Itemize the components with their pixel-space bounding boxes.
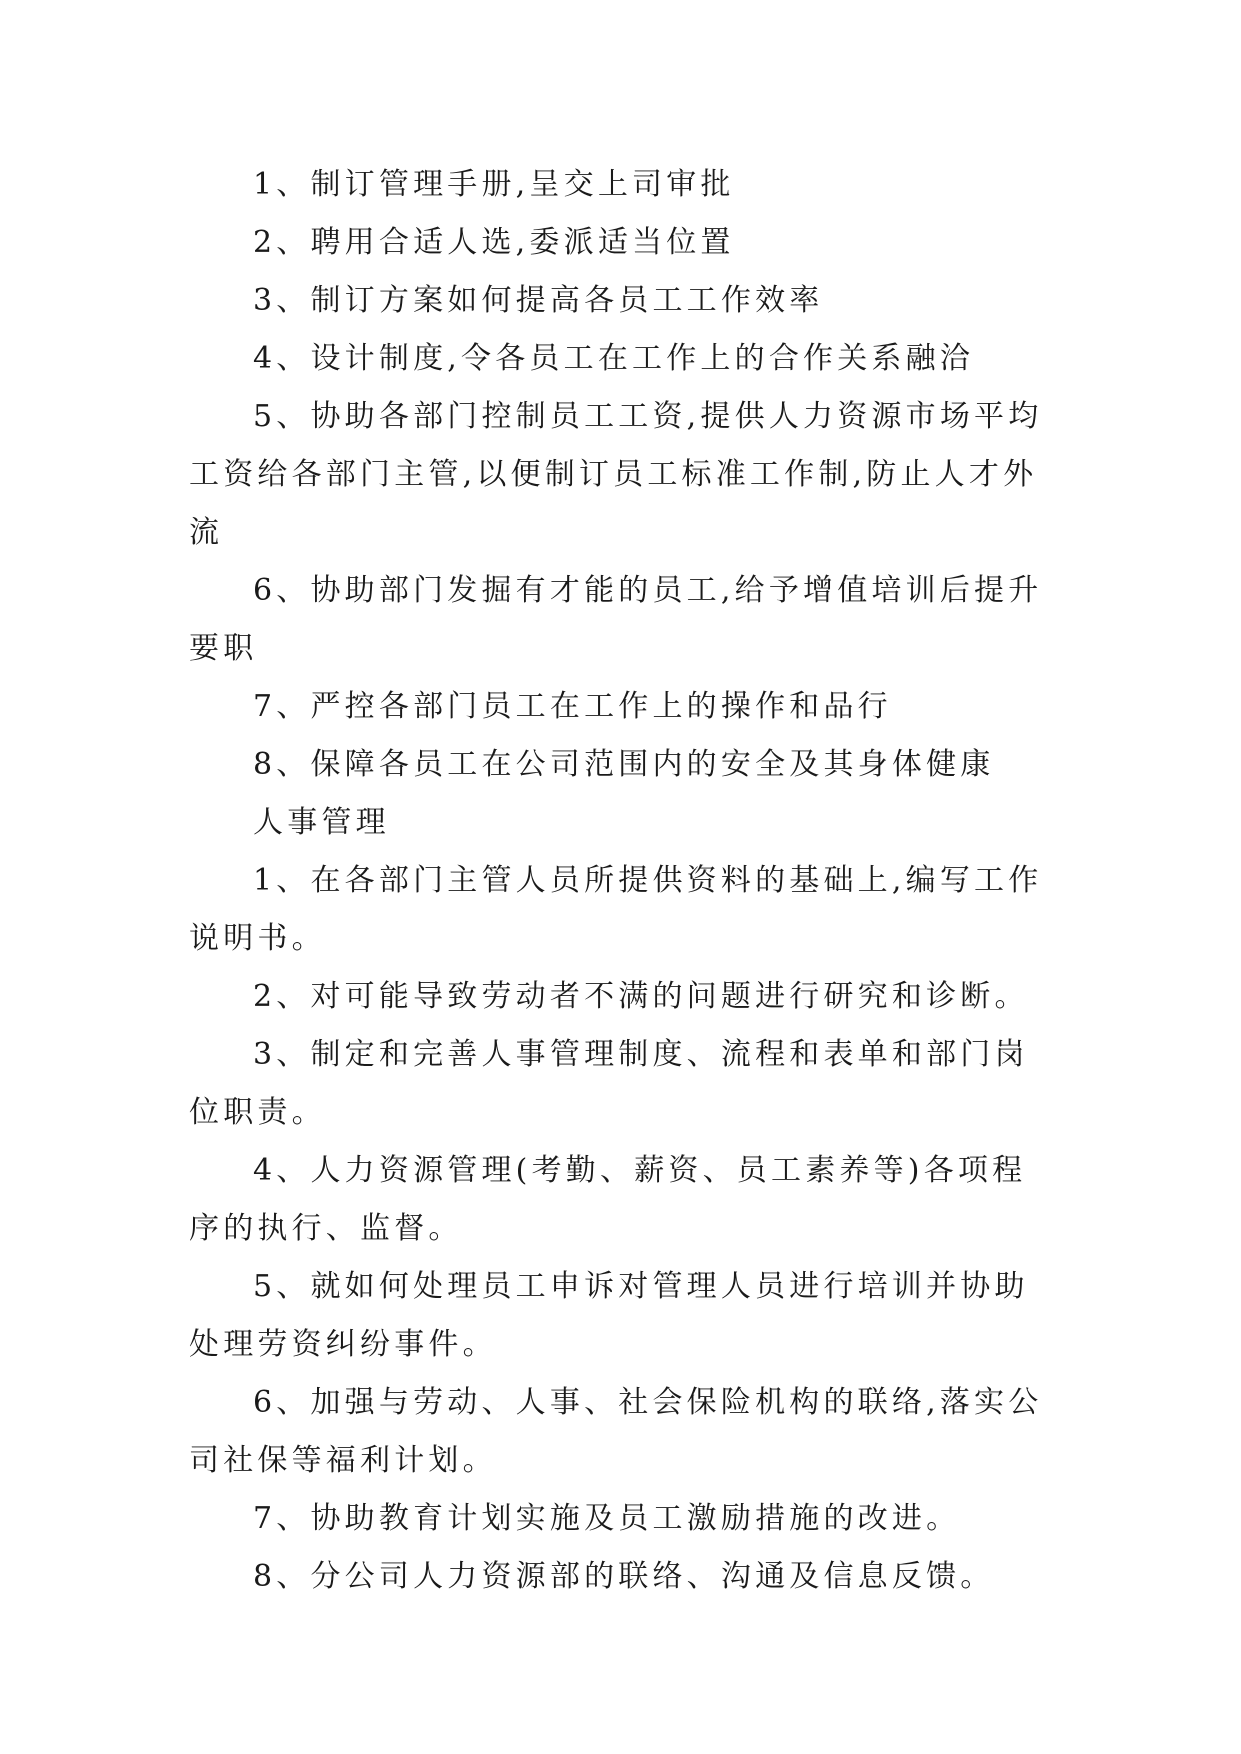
list-item: 8、保障各员工在公司范围内的安全及其身体健康 (253, 747, 995, 782)
list-item: 5、协助各部门控制员工工资,提供人力资源市场平均工资给各部门主管,以便制订员工标准工作制,防止人才外流 (189, 399, 1043, 550)
list-item: 2、对可能导致劳动者不满的问题进行研究和诊断。 (253, 979, 1029, 1014)
list-item: 1、在各部门主管人员所提供资料的基础上,编写工作说明书。 (189, 863, 1043, 956)
list-item: 1、制订管理手册,呈交上司审批 (253, 167, 735, 202)
document-body (189, 156, 1051, 1606)
section-heading: 人事管理 (253, 805, 390, 840)
list-item: 3、制定和完善人事管理制度、流程和表单和部门岗位职责。 (189, 1037, 1029, 1130)
list-item: 4、人力资源管理(考勤、薪资、员工素养等)各项程序的执行、监督。 (189, 1153, 1027, 1246)
list-item: 4、设计制度,令各员工在工作上的合作关系融洽 (253, 341, 975, 376)
list-item: 2、聘用合适人选,委派适当位置 (253, 225, 735, 260)
list-item: 8、分公司人力资源部的联络、沟通及信息反馈。 (253, 1559, 995, 1594)
list-item: 5、就如何处理员工申诉对管理人员进行培训并协助处理劳资纠纷事件。 (189, 1269, 1029, 1362)
list-item: 7、严控各部门员工在工作上的操作和品行 (253, 689, 892, 724)
list-item: 7、协助教育计划实施及员工激励措施的改进。 (253, 1501, 961, 1536)
list-item: 3、制订方案如何提高各员工工作效率 (253, 283, 824, 318)
list-item: 6、协助部门发掘有才能的员工,给予增值培训后提升要职 (189, 573, 1043, 666)
list-item: 6、加强与劳动、人事、社会保险机构的联络,落实公司社保等福利计划。 (189, 1385, 1043, 1478)
